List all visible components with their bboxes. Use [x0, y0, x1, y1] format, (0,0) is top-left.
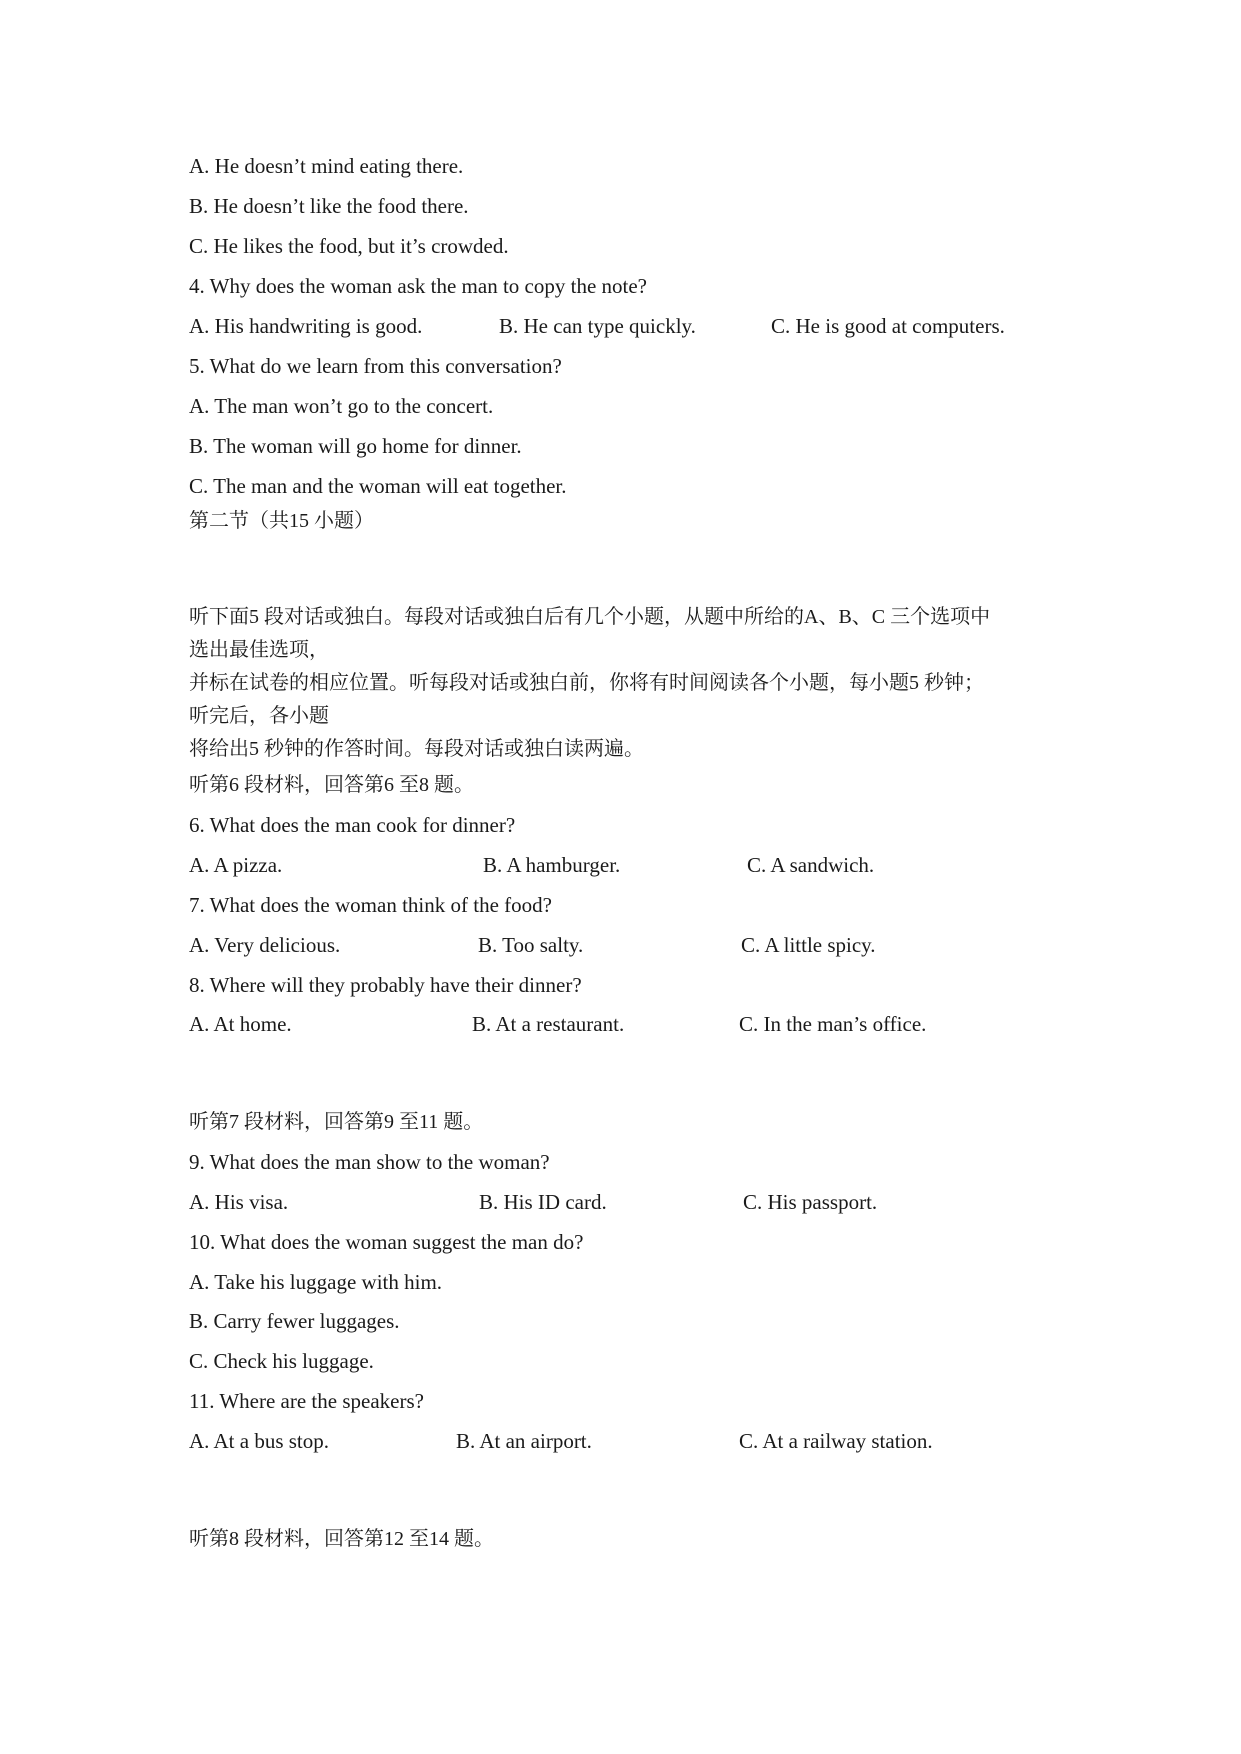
passage8-intro: 听第8 段材料，回答第12 至14 题。: [189, 1528, 494, 1550]
section2-instruction-line: 选出最佳选项，: [189, 639, 329, 661]
q11-option-b: B. At an airport.: [456, 1429, 592, 1453]
q5-option-a: A. The man won’t go to the concert.: [189, 394, 494, 418]
q4-option-c: C. He is good at computers.: [771, 314, 1005, 338]
q9-option-b: B. His ID card.: [479, 1190, 607, 1214]
q8-option-b: B. At a restaurant.: [472, 1012, 625, 1036]
q10-option-c: C. Check his luggage.: [189, 1349, 374, 1373]
q8-question: 8. Where will they probably have their dinner?: [189, 973, 582, 997]
q10-option-a: A. Take his luggage with him.: [189, 1270, 443, 1294]
q10-question: 10. What does the woman suggest the man do?: [189, 1230, 584, 1254]
q7-option-a: A. Very delicious.: [189, 933, 341, 957]
passage6-intro: 听第6 段材料，回答第6 至8 题。: [189, 774, 474, 796]
q5-option-b: B. The woman will go home for dinner.: [189, 434, 522, 458]
section2-instruction-line: 并标在试卷的相应位置。听每段对话或独白前，你将有时间阅读各个小题，每小题5 秒钟；: [189, 672, 984, 694]
q9-option-c: C. His passport.: [743, 1190, 878, 1214]
q10-option-b: B. Carry fewer luggages.: [189, 1309, 400, 1333]
q11-question: 11. Where are the speakers?: [189, 1389, 424, 1413]
section2-instruction-line: 将给出5 秒钟的作答时间。每段对话或独白读两遍。: [189, 738, 644, 760]
q7-question: 7. What does the woman think of the food?: [189, 893, 552, 917]
q8-option-a: A. At home.: [189, 1012, 292, 1036]
q7-option-b: B. Too salty.: [478, 933, 584, 957]
q8-option-c: C. In the man’s office.: [739, 1012, 927, 1036]
q6-option-b: B. A hamburger.: [483, 853, 621, 877]
q6-option-c: C. A sandwich.: [747, 853, 875, 877]
q7-option-c: C. A little spicy.: [741, 933, 876, 957]
q5-option-c: C. The man and the woman will eat together.: [189, 474, 567, 498]
q4-option-a: A. His handwriting is good.: [189, 314, 423, 338]
section2-heading: 第二节（共15 小题）: [189, 510, 374, 532]
passage7-intro: 听第7 段材料，回答第9 至11 题。: [189, 1111, 484, 1133]
q9-option-a: A. His visa.: [189, 1190, 289, 1214]
q4-question: 4. Why does the woman ask the man to copy the note?: [189, 274, 648, 298]
q11-option-c: C. At a railway station.: [739, 1429, 933, 1453]
q6-question: 6. What does the man cook for dinner?: [189, 813, 516, 837]
q4-option-b: B. He can type quickly.: [499, 314, 696, 338]
q5-question: 5. What do we learn from this conversation?: [189, 354, 562, 378]
q3-option-a: A. He doesn’t mind eating there.: [189, 154, 464, 178]
q6-option-a: A. A pizza.: [189, 853, 283, 877]
q11-option-a: A. At a bus stop.: [189, 1429, 330, 1453]
q3-option-c: C. He likes the food, but it’s crowded.: [189, 234, 509, 258]
q3-option-b: B. He doesn’t like the food there.: [189, 194, 469, 218]
section2-instruction-line: 听下面5 段对话或独白。每段对话或独白后有几个小题，从题中所给的A、B、C 三个选项中: [189, 606, 991, 628]
section2-instruction-line: 听完后，各小题: [189, 705, 329, 727]
q9-question: 9. What does the man show to the woman?: [189, 1150, 550, 1174]
